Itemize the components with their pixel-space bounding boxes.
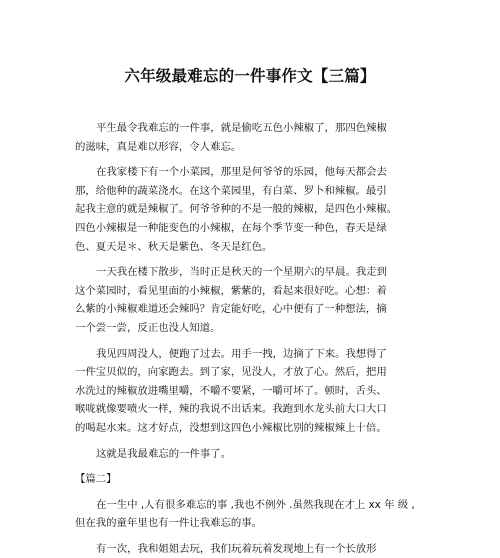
text-line: 有一次，我和姐姐去玩，我们玩着玩着发现地上有一个长放形	[96, 542, 377, 555]
text-line: 那，给他种的蔬菜浇水。在这个菜园里，有白菜、罗卜和辣椒。最引	[75, 184, 387, 197]
text-line: 平生最令我难忘的一件事，就是偷吃五色小辣椒了，那四色辣椒	[96, 122, 387, 134]
text-line: 水洗过的辣椒放进嘴里嚼，不嚼不要紧，一嚼可坏了。顿时，舌头、	[75, 384, 387, 397]
document-body	[75, 119, 415, 558]
paragraph	[75, 445, 415, 464]
paragraph	[75, 263, 415, 337]
paragraph	[75, 119, 415, 156]
text-line: 我见四周没人，便跑了过去。用手一拽，边摘了下来。我想得了	[96, 347, 387, 360]
text-line: 一个尝一尝，反正也没人知道。	[75, 321, 221, 334]
paragraph	[75, 163, 415, 256]
text-line: 在我家楼下有一个小菜园，那里是何爷爷的乐园，他每天都会去	[96, 166, 387, 179]
text-line: 一天我在楼下散步，当时正是秋天的一个星期六的早晨。我走到	[96, 266, 387, 279]
text-line: 这个菜园时，看见里面的小辣椒，紫紫的，看起来很好吃。心想：着	[75, 284, 387, 297]
text-line: 一件宝贝似的，向家跑去。到了家，见没人，才放了心。然后，把用	[75, 366, 387, 379]
text-line: 这就是我最难忘的一件事了。	[96, 447, 232, 460]
text-line: 么紫的小辣椒难道还会辣吗？肯定能好吃，心中便有了一种想法，摘	[75, 303, 387, 316]
text-line: 四色小辣椒是一种能变色的小辣椒，在每个季节变一种色，春天是绿	[75, 221, 387, 234]
text-line: 起我主意的就是辣椒了。何爷爷种的不是一般的辣椒，是四色小辣椒。	[75, 203, 398, 216]
paragraph	[75, 540, 415, 558]
text-line: 在一生中 ,人有很多难忘的事 ,我也不例外 .虽然我现在才上 xx 年 级 ,	[96, 498, 415, 511]
paragraph	[75, 496, 415, 533]
text-line: 喉咙就像要喷火一样，辣的我说不出话来。我跑到水龙头前大口大口	[75, 403, 387, 416]
document-title: 六年级最难忘的一件事作文【三篇】	[124, 67, 376, 85]
text-line: 但在我的童年里也有一件让我难忘的事。	[75, 517, 263, 530]
text-line: 色、夏天是＊、秋天是紫色、冬天是红色。	[75, 240, 273, 253]
text-line: 的喝起水来。这才好点，没想到这四色小辣椒比别的辣椒辣上十倍。	[75, 421, 387, 434]
text-line: 的滋味，真是难以形容，令人难忘。	[75, 140, 242, 153]
paragraph	[75, 345, 415, 438]
section-heading	[75, 470, 415, 489]
section-heading-text: 【篇二】	[75, 473, 117, 486]
